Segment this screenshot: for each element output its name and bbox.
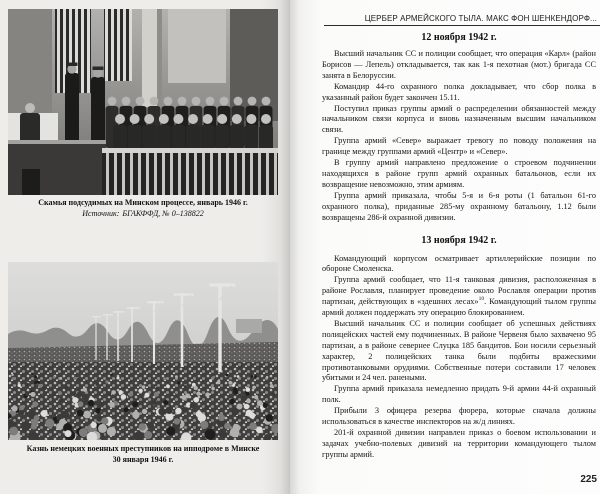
crowd-head	[270, 384, 274, 388]
paragraph-text: Группа армий сообщает, что 11-я танковая дивизия, расположенная в районе Рославля, планирует проведение около Рославля операции против партизан, действующих в «здешних лесах»	[322, 275, 596, 307]
crowd-head	[124, 407, 129, 412]
clerk-body	[20, 113, 40, 143]
crowd-head	[147, 422, 154, 429]
defendant-head	[192, 97, 201, 106]
paragraph: В группу армий направлено предложение о строевом подчинении находящихся в районе групп армий охранных батальонов, если их возвращение невозможно, этим армиям.	[322, 158, 596, 189]
defendant-head	[220, 97, 229, 106]
entry-date: 13 ноября 1942 г.	[421, 234, 497, 246]
crowd-head	[95, 408, 101, 414]
crowd-head	[244, 404, 250, 410]
crowd-head	[101, 418, 108, 425]
crowd-head	[256, 427, 263, 434]
crowd-head	[59, 398, 63, 402]
photo-bottom-caption-line2: 30 января 1946 г.	[112, 455, 174, 464]
crowd-head	[166, 427, 175, 436]
crowd-head	[169, 392, 173, 396]
paragraph: Прибыли 3 офицера резерва фюрера, которые сначала должны использоваться в качестве инспекторов на ж/д линиях.	[322, 406, 596, 427]
guard-cap	[67, 63, 78, 67]
crowd-head	[64, 386, 68, 390]
crowd-head	[73, 377, 76, 380]
crowd-head	[225, 374, 228, 377]
crowd-head	[266, 376, 269, 379]
defendant-head	[203, 114, 213, 124]
paragraph: Командир 44-го охранного полка докладывает, что сбор полка в указанный район будет закончен 15.11.	[322, 81, 596, 102]
crowd-head	[158, 408, 165, 415]
crowd-head	[41, 410, 48, 417]
crowd-head	[246, 387, 251, 392]
crowd-head	[233, 388, 238, 393]
crowd-head	[219, 430, 227, 438]
crowd-head	[105, 380, 108, 383]
crowd-head	[163, 377, 166, 380]
crowd-head	[138, 389, 142, 393]
crowd-head	[174, 418, 180, 424]
crowd-head	[177, 381, 180, 384]
crowd-head	[65, 430, 72, 437]
column-shadow	[157, 9, 162, 107]
crowd-head	[58, 391, 62, 395]
paragraph-text: . Командующий тылом группы армий должен поддержать эту операцию блокированием.	[322, 297, 596, 318]
crowd-head	[142, 409, 147, 414]
paragraph	[322, 275, 596, 319]
crowd-head	[200, 421, 208, 429]
source-label: Источник:	[82, 209, 120, 218]
crowd-head	[132, 401, 138, 407]
guard-body	[91, 77, 105, 151]
defendant-head	[188, 114, 198, 124]
barrier-rail	[102, 148, 278, 153]
defendant-head	[173, 114, 183, 124]
entry-date: 12 ноября 1942 г.	[421, 32, 497, 43]
crowd-head	[96, 382, 100, 386]
crowd-head	[106, 391, 111, 396]
crowd-head	[52, 391, 57, 396]
crowd-head	[151, 399, 157, 405]
right-page	[290, 0, 600, 494]
paragraph: Группа армий приказала, чтобы 5-я и 6-я роты (1 батальон 61-го охранного полка), приданные 285-му охранному батальону, 1.12 были возвращены 286-й охранной дивизии.	[322, 190, 596, 222]
crowd-head	[166, 385, 170, 389]
crowd-head	[271, 392, 275, 396]
crowd-head	[237, 375, 240, 378]
crowd-head	[249, 422, 257, 430]
crowd-head	[77, 410, 84, 417]
crowd-head	[117, 377, 120, 380]
crowd-head	[121, 394, 127, 400]
crowd-head	[194, 386, 198, 390]
crowd-head	[12, 406, 18, 412]
crowd-head	[175, 375, 178, 378]
defendant-head	[150, 97, 159, 106]
crowd-head	[72, 397, 78, 403]
crowd-head	[237, 404, 243, 410]
paragraph: Группа армий «Север» выражает тревогу по поводу положения на границе между группами армий «Центр» и «Север».	[322, 136, 596, 157]
crowd-head	[98, 424, 107, 433]
crowd-head	[230, 428, 240, 438]
defendant-head	[248, 97, 257, 106]
crowd-head	[251, 375, 254, 378]
crowd-head	[145, 393, 150, 398]
defendant-head	[130, 114, 140, 124]
crowd-head	[18, 410, 24, 416]
left-page	[0, 0, 290, 494]
crowd-head	[25, 392, 29, 396]
crowd-head	[190, 402, 197, 409]
defendant-head	[206, 97, 215, 106]
defendant-head	[246, 114, 256, 124]
crowd-head	[56, 423, 63, 430]
crowd-head	[109, 402, 115, 408]
crowd-head	[32, 401, 38, 407]
photo-bottom-caption-line1: Казнь немецких военных преступников на ипподроме в Минске	[26, 444, 260, 453]
crowd-head	[175, 408, 181, 414]
defendant-head	[232, 114, 242, 124]
defendant-head	[144, 114, 154, 124]
header-rule	[324, 25, 600, 26]
photo-execution-hippodrome	[8, 262, 278, 440]
defendant-head	[234, 97, 243, 106]
window-center	[104, 9, 132, 81]
defendant-head	[217, 114, 227, 124]
crowd-head	[184, 385, 187, 388]
crowd-head	[252, 386, 256, 390]
paragraph: Командующий корпусом осматривает артиллерийские позиции по обороне Смоленска.	[322, 253, 596, 274]
paragraph: Высший начальник СС и полиции сообщает, что операция «Карл» (район Борисов — Лепель) откладывается, так как 1-я пехотная (мот.) бригада СС занята в Белоруссии.	[322, 49, 596, 80]
crowd-head	[19, 405, 24, 410]
paragraph: Группа армий приказала немедленно придать 9-й армии 44-й охранный полк.	[322, 384, 596, 405]
paragraph: 201-й охранной дивизии направлен приказ о боевом использовании и задачах учебно-полевых дивизий на территории командующего тылом группы армий.	[322, 428, 596, 459]
crowd-head	[211, 387, 215, 391]
wall-left	[8, 9, 52, 113]
crowd-head	[45, 419, 54, 428]
crowd-head	[144, 431, 152, 439]
column	[142, 9, 157, 107]
crowd-head	[139, 423, 146, 430]
crowd-head	[83, 396, 89, 402]
crowd-head	[142, 385, 146, 389]
crowd-head	[181, 407, 187, 413]
crowd-head	[218, 414, 225, 421]
barrier-slats	[102, 153, 278, 195]
crowd-head	[22, 422, 31, 431]
crowd-head	[60, 377, 63, 380]
crowd-head	[229, 399, 234, 404]
crowd-head	[79, 428, 88, 437]
page-number: 225	[580, 474, 597, 485]
crowd-head	[163, 400, 168, 405]
crowd-head	[212, 376, 215, 379]
crowd-head	[18, 384, 21, 387]
crowd-head	[78, 401, 84, 407]
defendant-head	[164, 97, 173, 106]
defendant-head	[261, 114, 271, 124]
crowd-head	[12, 377, 15, 380]
crowd-head	[30, 392, 35, 397]
crowd-head	[204, 405, 209, 410]
clerk-head	[25, 103, 35, 113]
crowd-head	[77, 378, 80, 381]
defendant-head	[262, 97, 271, 106]
crowd-head	[34, 375, 37, 378]
crowd-head	[88, 400, 94, 406]
crowd-head	[129, 392, 134, 397]
crowd-head	[266, 414, 273, 421]
defendant-head	[122, 97, 131, 106]
crowd-head	[38, 384, 42, 388]
crowd-head	[155, 387, 159, 391]
crowd-head	[241, 396, 247, 402]
crowd-head	[42, 386, 46, 390]
crowd-head	[110, 374, 112, 376]
crowd-head	[205, 392, 210, 397]
footnote-ref: 10	[478, 296, 485, 303]
crowd-head	[118, 390, 122, 394]
crowd-head	[31, 423, 37, 429]
front-desk-top	[8, 140, 106, 144]
photo-top-caption: Скамья подсудимых на Минском процессе, январь 1946 г.	[38, 198, 248, 207]
crowd-head	[209, 379, 212, 382]
crowd-head	[72, 391, 76, 395]
photo-top-source	[0, 209, 286, 219]
photo-courtroom	[8, 9, 278, 195]
crowd-head	[224, 423, 231, 430]
defendant-head	[108, 97, 117, 106]
paragraph: Высший начальник СС и полиции сообщает об успешных действиях полицейских частей ему подчиненных. В районе Червеня было захвачено 95 партизан, а в районе севернее Слуцка 185 бандитов. Бои носили серьезный характер, 2 полицейских танка были подбиты вражескими противотанковыми орудиями. Собственные потери составили 17 человек убитыми и 24 чел. ранеными.	[322, 318, 596, 383]
crowd-head	[99, 402, 105, 408]
crowd-head	[83, 388, 87, 392]
crowd-head	[26, 383, 30, 387]
crowd-head	[9, 427, 18, 436]
chair	[22, 169, 40, 195]
crowd-head	[11, 374, 13, 376]
crowd-head	[263, 403, 268, 408]
defendant-head	[178, 97, 187, 106]
crowd-head	[111, 390, 116, 395]
text-column	[322, 31, 596, 461]
crowd-head	[107, 427, 116, 436]
distant-building	[236, 319, 262, 333]
crowd-head	[154, 392, 159, 397]
crowd-head	[254, 395, 258, 399]
crowd-head	[61, 410, 69, 418]
crowd-head	[83, 411, 91, 419]
source-reference: БГАКФФД, № 0–138822	[122, 209, 204, 218]
crowd-head	[185, 393, 190, 398]
running-header: ЦЕРБЕР АРМЕЙСКОГО ТЫЛА. МАКС ФОН ШЕНКЕНДОРФ...	[364, 14, 597, 23]
defendant-head	[159, 114, 169, 124]
crowd-head	[217, 381, 221, 385]
crowd-head	[196, 392, 200, 396]
crowd-head	[91, 422, 97, 428]
crowd-head	[53, 376, 56, 379]
defendant-head	[115, 114, 125, 124]
paragraph: Поступил приказ группы армий о распределении обязанностей между начальником связи корпуса и вновь назначенным высшим начальником связи.	[322, 103, 596, 135]
crowd-head	[34, 381, 37, 384]
crowd-head	[196, 411, 202, 417]
crowd-head	[254, 375, 257, 378]
crowd-head	[246, 410, 253, 417]
guard-cap	[93, 67, 104, 71]
crowd-head	[132, 411, 139, 418]
crowd-head	[246, 399, 251, 404]
wall-panel	[168, 9, 226, 83]
crowd-head	[205, 429, 216, 440]
defendant-head	[136, 97, 145, 106]
crowd-head	[194, 397, 200, 403]
crowd-head	[31, 373, 33, 375]
crowd-head	[166, 407, 173, 414]
crowd-head	[228, 381, 232, 385]
